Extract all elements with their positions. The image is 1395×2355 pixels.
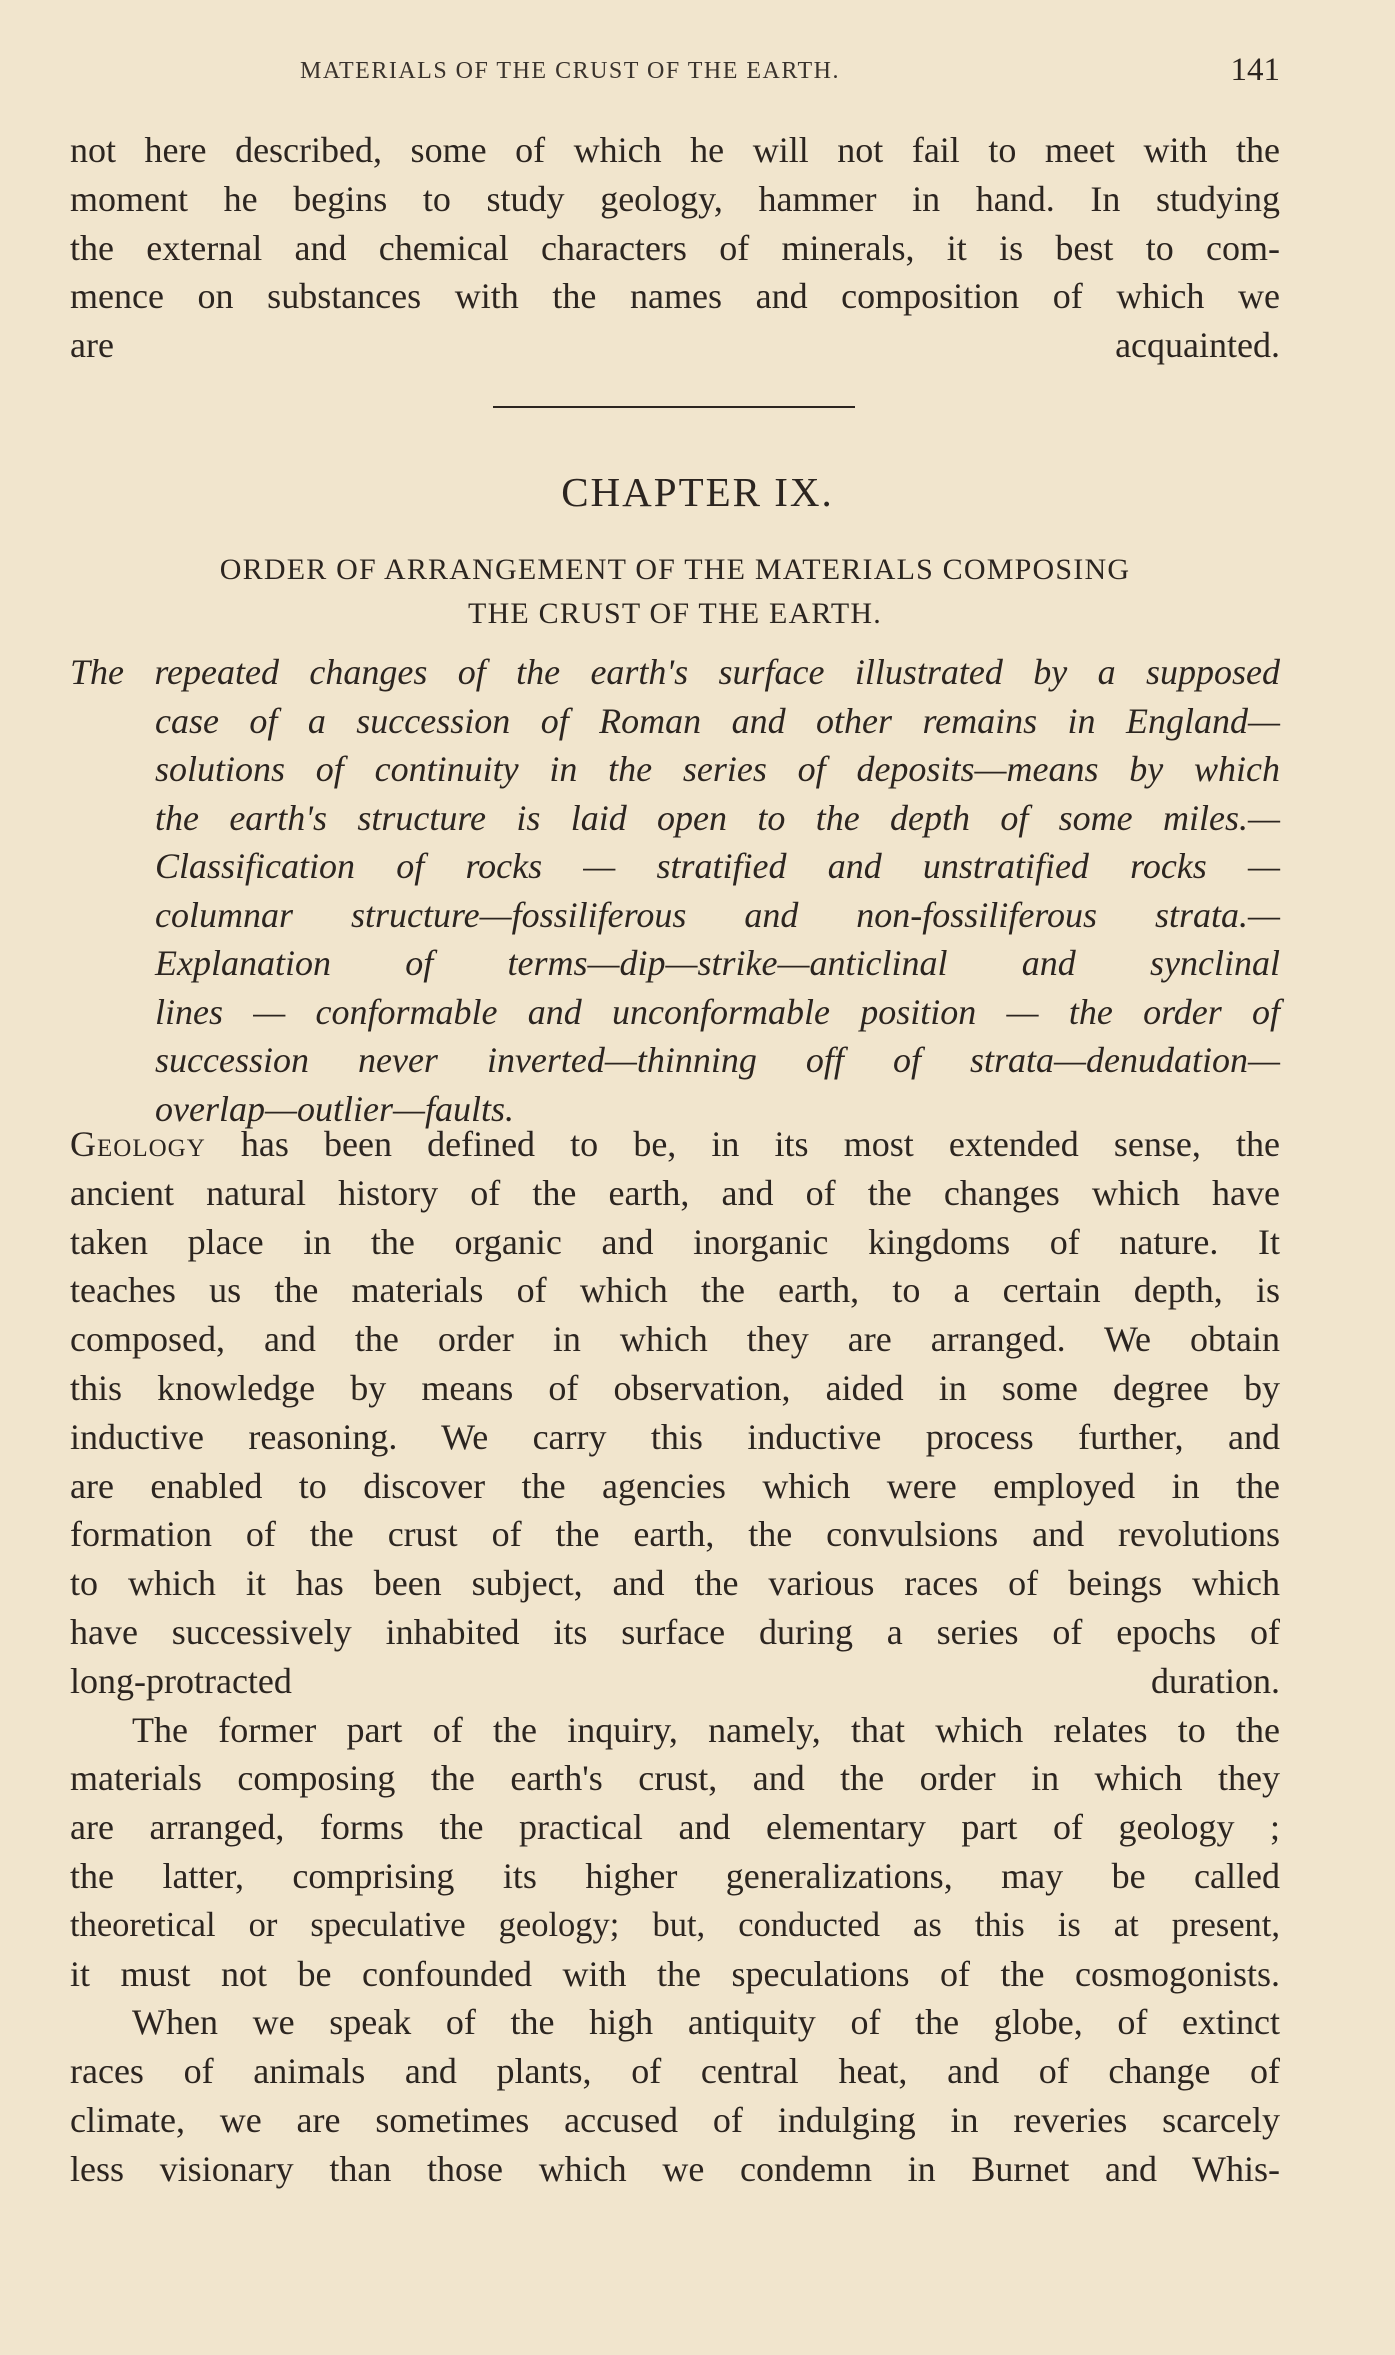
text-line: are arranged, forms the practical and elementary part of geology ; [70, 1807, 1280, 1848]
text-line: climate, we are sometimes accused of indulging in reveries scarcely [70, 2099, 1280, 2140]
chapter-synopsis [70, 648, 1280, 1133]
chapter-subtitle-line: ORDER OF ARRANGEMENT OF THE MATERIALS COMPOSING [219, 553, 1131, 586]
synopsis-line: columnar structure—fossiliferous and non-fossiliferous strata.— [155, 894, 1280, 935]
text-line: composed, and the order in which they are arranged. We obtain [70, 1319, 1280, 1360]
synopsis-line: case of a succession of Roman and other remains in England— [155, 700, 1280, 741]
text-line: materials composing the earth's crust, and the order in which they [70, 1758, 1280, 1799]
running-head [300, 52, 1280, 92]
synopsis-line: the earth's structure is laid open to the depth of some miles.— [155, 797, 1280, 838]
text-line: races of animals and plants, of central heat, and of change of [70, 2051, 1280, 2092]
text-line: moment he begins to study geology, hammer in hand. In studying [70, 178, 1280, 219]
text-line: long-protracted duration. [70, 1660, 1280, 1701]
page-number: 141 [1230, 52, 1280, 88]
chapter-title: CHAPTER IX. [561, 469, 834, 515]
text-line: teaches us the materials of which the earth, to a certain depth, is [70, 1270, 1280, 1311]
text-line: theoretical or speculative geology; but, conducted as this is at present, [70, 1905, 1280, 1944]
synopsis-line: solutions of continuity in the series of deposits—means by which [155, 749, 1280, 789]
text-line: to which it has been subject, and the various races of beings which [70, 1563, 1280, 1604]
running-title: MATERIALS OF THE CRUST OF THE EARTH. [300, 58, 840, 84]
text-line: this knowledge by means of observation, aided in some degree by [70, 1367, 1280, 1408]
text-line: the latter, comprising its higher generalizations, may be called [70, 1855, 1280, 1896]
text-line: mence on substances with the names and composition of which we [70, 276, 1280, 317]
opening-paragraph [70, 126, 1280, 370]
text-line: ancient natural history of the earth, and of the changes which have [70, 1172, 1280, 1213]
synopsis-line: overlap—outlier—faults. [155, 1088, 514, 1129]
text-line: formation of the crust of the earth, the convulsions and revolutions [70, 1514, 1280, 1555]
text-line: taken place in the organic and inorganic kingdoms of nature. It [70, 1221, 1280, 1262]
synopsis-line: succession never inverted—thinning off of strata—denudation— [155, 1040, 1280, 1080]
synopsis-line: Explanation of terms—dip—strike—anticlinal and synclinal [155, 943, 1280, 983]
body-text [70, 1120, 1280, 2194]
chapter-subtitle [70, 548, 1280, 636]
text-line: it must not be confounded with the speculations of the cosmogonists. [70, 1953, 1280, 1994]
synopsis-line: The repeated changes of the earth's surface illustrated by a supposed [70, 652, 1280, 692]
section-rule [493, 406, 855, 408]
text-line: The former part of the inquiry, namely, that which relates to the [132, 1709, 1280, 1750]
synopsis-line: Classification of rocks — stratified and unstratified rocks — [155, 846, 1280, 886]
lead-line-text: has been defined to be, in its most extended sense, the [205, 1124, 1280, 1164]
text-line: inductive reasoning. We carry this inductive process further, and [70, 1416, 1280, 1457]
text-line: are acquainted. [70, 325, 1280, 366]
text-line: are enabled to discover the agencies which were employed in the [70, 1465, 1280, 1506]
text-line: When we speak of the high antiquity of the globe, of extinct [132, 2002, 1280, 2043]
text-line: the external and chemical characters of minerals, it is best to com- [70, 227, 1280, 268]
text-line: have successively inhabited its surface during a series of epochs of [70, 1611, 1280, 1652]
chapter-subtitle-line: THE CRUST OF THE EARTH. [468, 597, 882, 630]
lead-word: Geology [70, 1124, 206, 1164]
text-line [70, 1120, 1280, 1169]
text-line: less visionary than those which we condemn in Burnet and Whis- [70, 2148, 1280, 2189]
text-line: not here described, some of which he will not fail to meet with the [70, 130, 1280, 170]
synopsis-line: lines — conformable and unconformable position — the order of [155, 991, 1280, 1032]
